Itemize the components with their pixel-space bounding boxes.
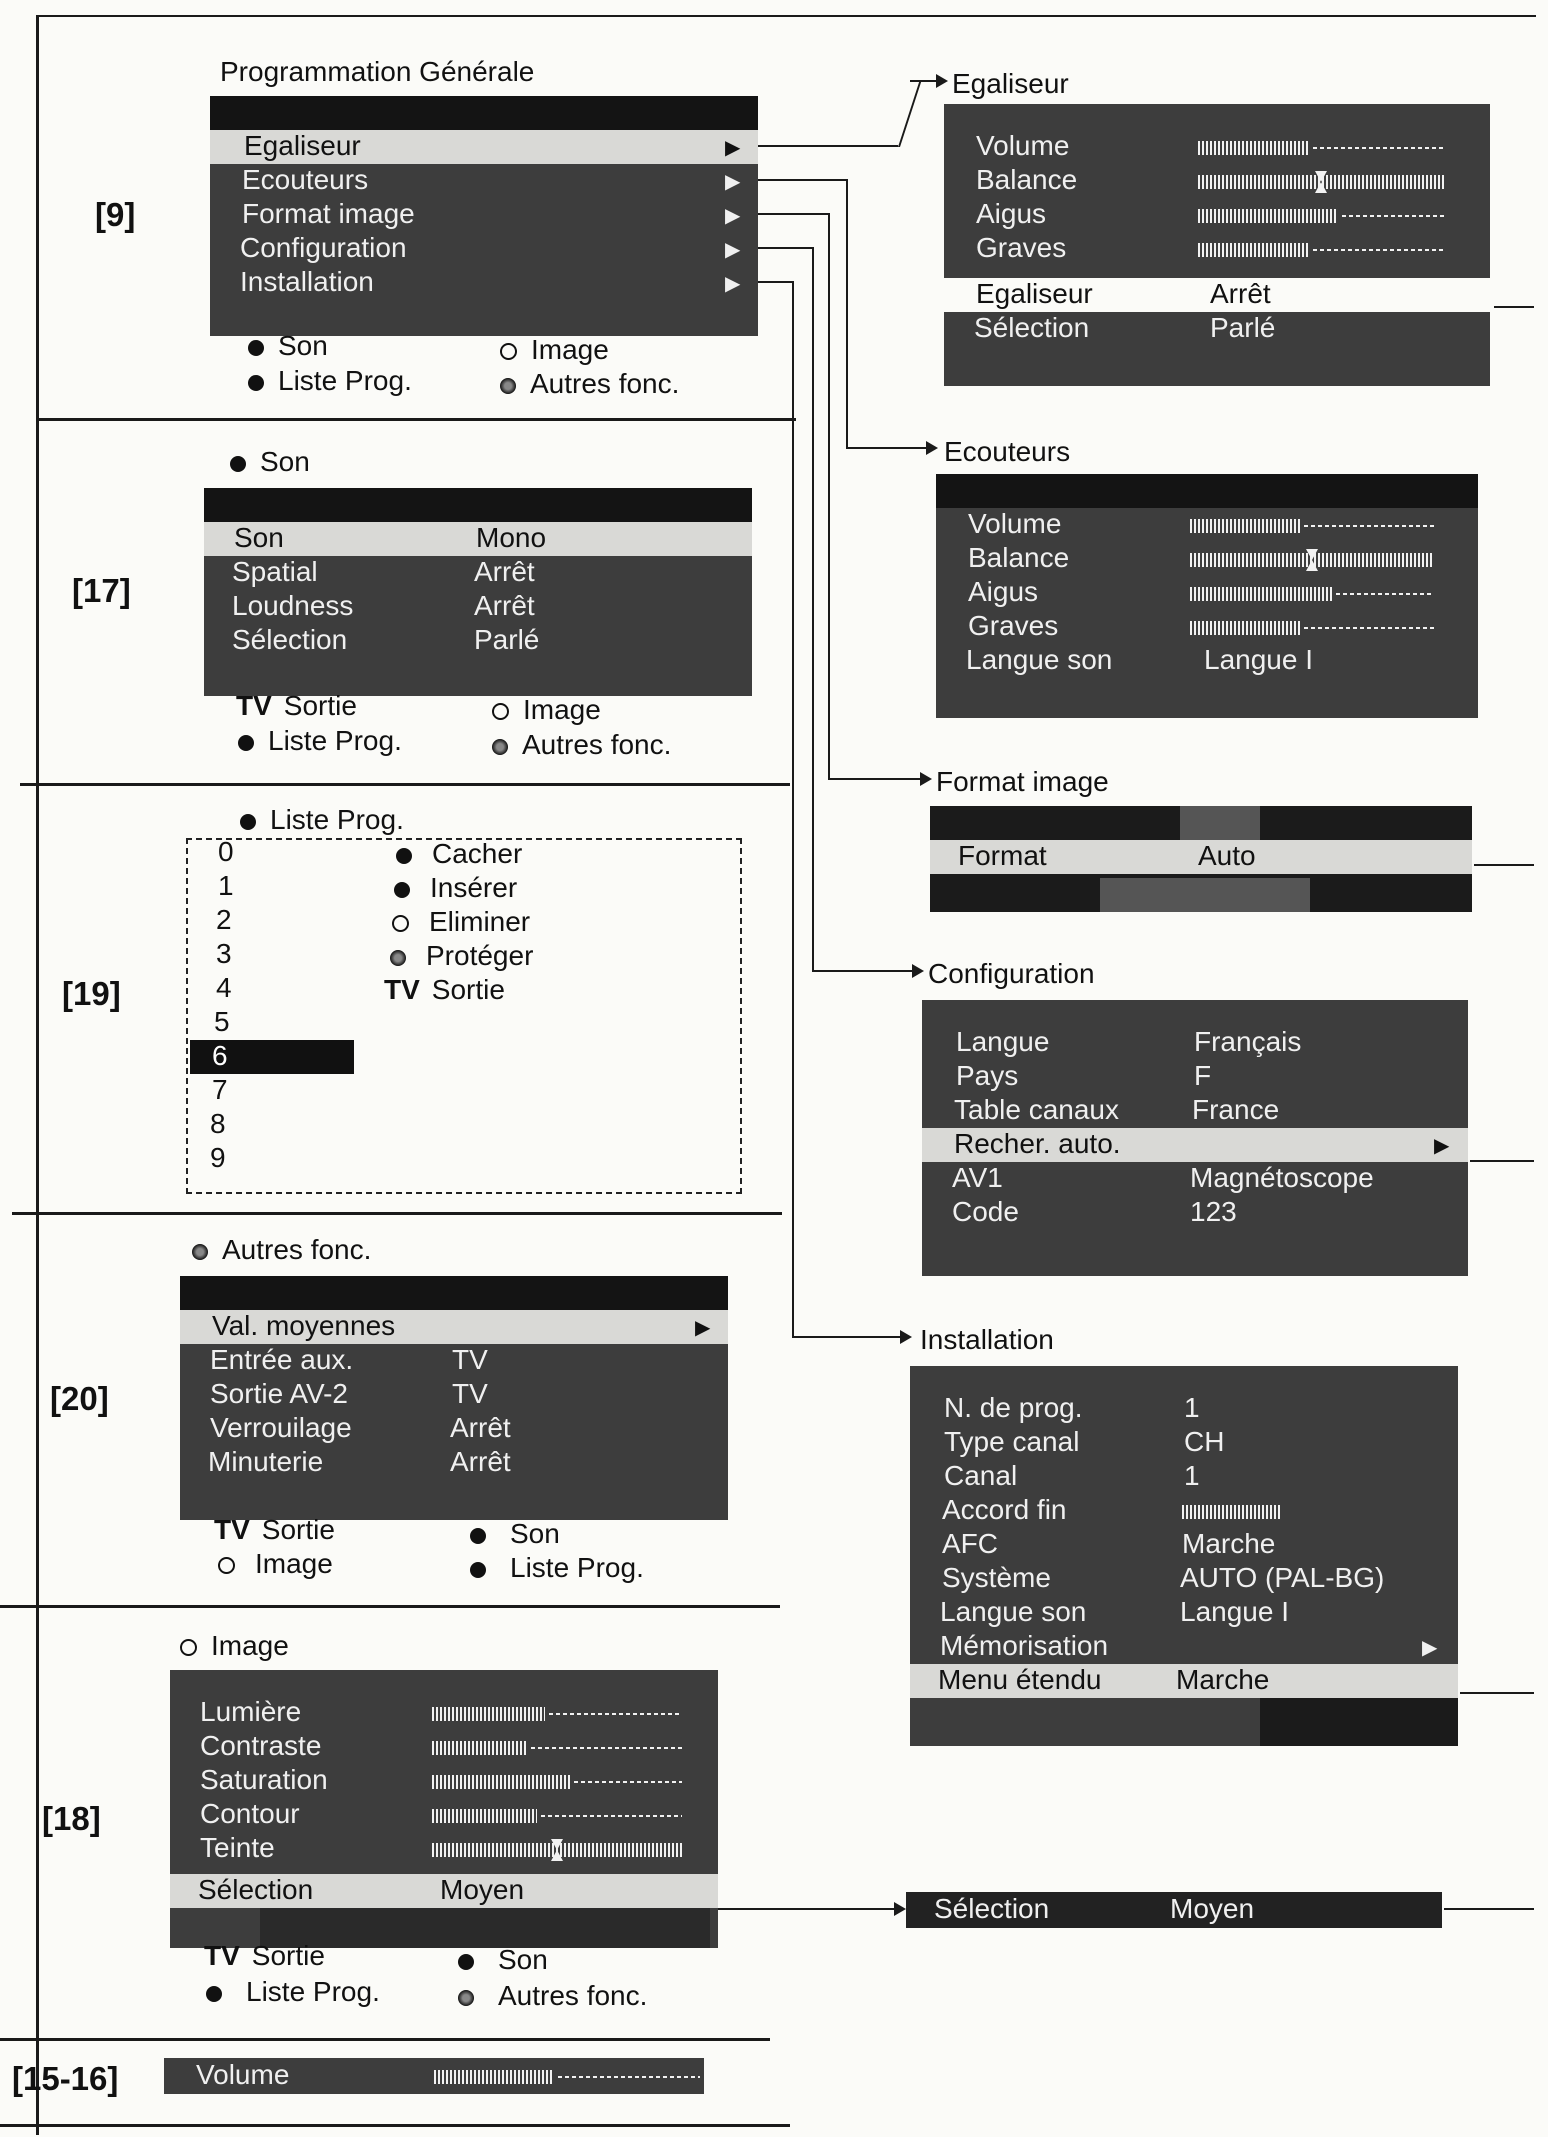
son-row[interactable]: Spatial Arrêt bbox=[232, 556, 535, 587]
install-row[interactable]: Canal 1 bbox=[944, 1460, 1200, 1491]
slider-fill bbox=[1198, 141, 1309, 155]
filled-dot-icon bbox=[470, 1528, 486, 1544]
menu-item-label: Format image bbox=[242, 198, 415, 229]
slider-row[interactable]: Graves bbox=[944, 232, 1490, 266]
egaliseur-title: Egaliseur bbox=[952, 68, 1069, 99]
filled-dot-icon bbox=[396, 848, 412, 864]
prog-number[interactable]: 4 bbox=[216, 972, 232, 1003]
filled-dot-icon bbox=[238, 735, 254, 751]
prog-number[interactable]: 3 bbox=[216, 938, 232, 969]
menu-item-egaliseur[interactable] bbox=[210, 130, 758, 164]
install-row[interactable]: Type canal CH bbox=[944, 1426, 1225, 1457]
level-slider[interactable] bbox=[432, 1741, 682, 1755]
menu-item-label: Egaliseur bbox=[244, 130, 361, 161]
balance-slider[interactable] bbox=[1198, 175, 1444, 189]
chevron-right-icon: ▶ bbox=[725, 273, 741, 295]
action-cacher[interactable]: Cacher bbox=[396, 838, 522, 870]
slider-fill bbox=[434, 2070, 554, 2084]
legend-son: Son bbox=[470, 1518, 560, 1550]
frame-top-line bbox=[36, 15, 1536, 17]
ecouteurs-langue-row[interactable]: Langue son Langue I bbox=[966, 644, 1313, 675]
menu-item-ecouteurs[interactable] bbox=[210, 164, 758, 198]
panel-header-bar bbox=[180, 1276, 728, 1310]
tag-17: [17] bbox=[72, 572, 131, 609]
menu-item-installation[interactable] bbox=[210, 266, 758, 300]
format-row[interactable]: Format Auto bbox=[930, 840, 1472, 874]
balance-slider[interactable] bbox=[432, 1843, 682, 1857]
frame-left-line bbox=[36, 15, 39, 2135]
ring-icon bbox=[218, 1557, 235, 1574]
egaliseur-selection-row[interactable]: Sélection Parlé bbox=[974, 312, 1276, 343]
son-panel bbox=[204, 488, 752, 696]
legend-sortie: TV Sortie bbox=[236, 690, 357, 721]
ring-icon bbox=[392, 915, 409, 932]
format-panel bbox=[930, 806, 1472, 912]
legend-autres: Autres fonc. bbox=[458, 1980, 647, 2012]
slider-row[interactable]: Contraste bbox=[170, 1730, 718, 1764]
filled-dot-icon bbox=[248, 340, 264, 356]
image-title: Image bbox=[180, 1630, 289, 1662]
filled-dot-icon bbox=[206, 1986, 222, 2002]
selection-output-bar bbox=[906, 1892, 1442, 1928]
install-row-accord-fin[interactable]: Accord fin bbox=[910, 1494, 1458, 1528]
volume-row[interactable]: Volume bbox=[164, 2059, 704, 2093]
action-proteger[interactable]: Protéger bbox=[390, 940, 533, 972]
slider-fill bbox=[1182, 1505, 1281, 1519]
autres-row[interactable]: Entrée aux. TV bbox=[210, 1344, 488, 1375]
installation-title: Installation bbox=[920, 1324, 1054, 1355]
autres-row[interactable]: Sortie AV-2 TV bbox=[210, 1378, 488, 1409]
balance-slider[interactable] bbox=[1190, 553, 1434, 567]
autres-row[interactable]: Verrouilage Arrêt bbox=[210, 1412, 511, 1443]
tag-18: [18] bbox=[42, 1800, 101, 1837]
slider-row[interactable]: Balance bbox=[944, 164, 1490, 198]
panel-header-bar bbox=[936, 474, 1478, 508]
format-panel-center bbox=[1180, 806, 1260, 840]
slider-track bbox=[1304, 627, 1434, 629]
filled-dot-icon bbox=[248, 375, 264, 391]
level-slider[interactable] bbox=[1198, 209, 1444, 223]
ecouteurs-panel bbox=[936, 474, 1478, 718]
egaliseur-panel bbox=[944, 104, 1490, 386]
mixed-dot-icon bbox=[458, 1990, 474, 2006]
slider-row[interactable]: Aigus bbox=[944, 198, 1490, 232]
install-row[interactable]: Système AUTO (PAL-BG) bbox=[942, 1562, 1385, 1593]
panel-footer-bar bbox=[260, 1908, 710, 1948]
level-slider[interactable] bbox=[1190, 587, 1434, 601]
autres-title: Autres fonc. bbox=[192, 1234, 371, 1266]
slider-row[interactable]: Volume bbox=[944, 130, 1490, 164]
legend-liste: Liste Prog. bbox=[470, 1552, 644, 1584]
slider-row[interactable]: Saturation bbox=[170, 1764, 718, 1798]
menu-item-label: Installation bbox=[240, 266, 374, 297]
mixed-dot-icon bbox=[492, 739, 508, 755]
config-row[interactable]: Code 123 bbox=[952, 1196, 1237, 1227]
prog-number-selected[interactable]: 6 bbox=[212, 1040, 228, 1071]
mixed-dot-icon bbox=[500, 378, 516, 394]
slider-fill bbox=[432, 1775, 570, 1789]
prog-number[interactable]: 7 bbox=[212, 1074, 228, 1105]
panel-header-bar bbox=[210, 96, 758, 130]
son-title: Son bbox=[230, 446, 310, 478]
legend-liste: Liste Prog. bbox=[248, 365, 412, 397]
filled-dot-icon bbox=[470, 1562, 486, 1578]
divider-3 bbox=[12, 1212, 782, 1215]
slider-fill bbox=[1198, 209, 1338, 223]
legend-son: Son bbox=[458, 1944, 548, 1976]
slider-row[interactable]: Contour bbox=[170, 1798, 718, 1832]
slider-track bbox=[549, 1713, 683, 1715]
install-row[interactable]: N. de prog. 1 bbox=[944, 1392, 1200, 1423]
legend-sortie: TV Sortie bbox=[214, 1514, 335, 1545]
chevron-right-icon: ▶ bbox=[725, 137, 741, 159]
slider-track bbox=[1304, 525, 1434, 527]
install-row[interactable]: AFC Marche bbox=[942, 1528, 1276, 1559]
ecouteurs-title: Ecouteurs bbox=[944, 436, 1071, 467]
install-row-memorisation[interactable]: Mémorisation ▶ bbox=[940, 1630, 1438, 1661]
legend-image: Image bbox=[500, 334, 609, 366]
filled-dot-icon bbox=[394, 882, 410, 898]
divider-2 bbox=[20, 783, 790, 786]
prog-generale-title: Programmation Générale bbox=[220, 56, 535, 87]
tag-9: [9] bbox=[95, 196, 136, 233]
level-slider[interactable] bbox=[1190, 519, 1434, 533]
action-eliminer[interactable]: Eliminer bbox=[392, 906, 530, 938]
slider-track bbox=[1336, 593, 1434, 595]
image-panel bbox=[170, 1670, 718, 1948]
slider-row[interactable]: Teinte bbox=[170, 1832, 718, 1866]
action-inserer[interactable]: Insérer bbox=[394, 872, 517, 904]
volume-slider[interactable] bbox=[434, 2070, 700, 2084]
chevron-right-icon: ▶ bbox=[725, 205, 741, 227]
menu-item-label: Ecouteurs bbox=[242, 164, 369, 195]
legend-liste: Liste Prog. bbox=[206, 1976, 380, 2008]
level-slider[interactable] bbox=[432, 1809, 682, 1823]
filled-dot-icon bbox=[458, 1954, 474, 1970]
configuration-panel bbox=[922, 1000, 1468, 1276]
level-slider[interactable] bbox=[1198, 243, 1444, 257]
level-slider[interactable] bbox=[1198, 141, 1444, 155]
chevron-right-icon: ▶ bbox=[695, 1317, 711, 1339]
ring-icon bbox=[500, 343, 517, 360]
slider-track bbox=[1342, 215, 1444, 217]
volume-bar bbox=[164, 2058, 704, 2094]
menu-item-configuration[interactable] bbox=[210, 232, 758, 266]
menu-item-format-image[interactable] bbox=[210, 198, 758, 232]
legend-autres: Autres fonc. bbox=[500, 368, 679, 400]
chevron-right-icon: ▶ bbox=[725, 171, 741, 193]
level-slider[interactable] bbox=[432, 1707, 682, 1721]
prog-number[interactable]: 2 bbox=[216, 904, 232, 935]
config-row[interactable]: Table canaux France bbox=[954, 1094, 1280, 1125]
prog-number[interactable]: 8 bbox=[210, 1108, 226, 1139]
divider-6 bbox=[0, 2124, 790, 2127]
legend-son: Son bbox=[248, 330, 328, 362]
slider-fill bbox=[1198, 243, 1309, 257]
slider-fill bbox=[432, 1809, 537, 1823]
legend-liste: Liste Prog. bbox=[238, 725, 402, 757]
slider-track bbox=[558, 2076, 700, 2078]
autres-panel bbox=[180, 1276, 728, 1520]
format-title: Format image bbox=[936, 766, 1109, 797]
level-slider[interactable] bbox=[1190, 621, 1434, 635]
autres-row-val-moyennes[interactable]: Val. moyennes ▶ bbox=[180, 1310, 728, 1344]
son-row[interactable]: Son Mono bbox=[204, 522, 752, 556]
legend-image: Image bbox=[492, 694, 601, 726]
image-selection-row[interactable]: Sélection Moyen bbox=[170, 1874, 718, 1908]
slider-track bbox=[531, 1747, 682, 1749]
action-sortie[interactable]: TV Sortie bbox=[384, 974, 505, 1005]
install-row[interactable]: Langue son Langue I bbox=[940, 1596, 1289, 1627]
ring-icon bbox=[492, 703, 509, 720]
divider-4 bbox=[0, 1605, 780, 1608]
autres-row[interactable]: Minuterie Arrêt bbox=[208, 1446, 511, 1477]
chevron-right-icon: ▶ bbox=[1422, 1637, 1438, 1659]
tag-15-16: [15-16] bbox=[12, 2060, 119, 2097]
slider-row[interactable]: Lumière bbox=[170, 1696, 718, 1730]
tag-19: [19] bbox=[62, 975, 121, 1012]
chevron-right-icon: ▶ bbox=[1434, 1135, 1450, 1157]
slider-track bbox=[541, 1815, 682, 1817]
prog-number[interactable]: 1 bbox=[218, 870, 234, 901]
selection-output-row[interactable]: Sélection Moyen bbox=[934, 1893, 1255, 1924]
legend-autres: Autres fonc. bbox=[492, 729, 671, 761]
slider-fill bbox=[432, 1741, 527, 1755]
son-row[interactable]: Sélection Parlé bbox=[232, 624, 540, 655]
slider-track bbox=[1313, 147, 1444, 149]
divider-1 bbox=[36, 418, 796, 421]
slider-row[interactable]: Volume bbox=[936, 508, 1478, 542]
divider-5 bbox=[0, 2038, 770, 2041]
config-row[interactable]: AV1 Magnétoscope bbox=[952, 1162, 1374, 1193]
legend-sortie: TV Sortie bbox=[204, 1940, 325, 1971]
accord-fin-slider[interactable] bbox=[1182, 1505, 1362, 1519]
slider-fill bbox=[432, 1707, 545, 1721]
filled-dot-icon bbox=[240, 814, 256, 830]
ring-icon bbox=[180, 1639, 197, 1656]
slider-track bbox=[574, 1781, 683, 1783]
panel-header-bar bbox=[204, 488, 752, 522]
format-panel-center bbox=[1100, 878, 1310, 912]
mixed-dot-icon bbox=[192, 1244, 208, 1260]
prog-number[interactable]: 9 bbox=[210, 1142, 226, 1173]
panel-footer-bar bbox=[1260, 1698, 1458, 1746]
slider-fill bbox=[1190, 519, 1300, 533]
tag-20: [20] bbox=[50, 1380, 109, 1417]
menu-item-label: Configuration bbox=[240, 232, 407, 263]
egaliseur-onoff-row[interactable]: Egaliseur Arrêt bbox=[944, 278, 1490, 312]
filled-dot-icon bbox=[230, 456, 246, 472]
installation-panel bbox=[910, 1366, 1458, 1746]
prog-number[interactable]: 0 bbox=[218, 836, 234, 867]
chevron-right-icon: ▶ bbox=[725, 239, 741, 261]
install-row-menu-etendu[interactable]: Menu étendu Marche bbox=[910, 1664, 1458, 1698]
legend-image: Image bbox=[218, 1548, 333, 1580]
slider-fill bbox=[1190, 587, 1332, 601]
slider-track bbox=[1313, 249, 1444, 251]
slider-row[interactable]: Aigus bbox=[936, 576, 1478, 610]
son-row[interactable]: Loudness Arrêt bbox=[232, 590, 535, 621]
mixed-dot-icon bbox=[390, 950, 406, 966]
configuration-title: Configuration bbox=[928, 958, 1095, 989]
config-row-recher-auto[interactable]: Recher. auto. ▶ bbox=[922, 1128, 1468, 1162]
prog-generale-panel bbox=[210, 96, 758, 336]
slider-fill bbox=[1190, 621, 1300, 635]
config-row[interactable]: Langue Français bbox=[956, 1026, 1302, 1057]
liste-title: Liste Prog. bbox=[240, 804, 404, 836]
config-row[interactable]: Pays F bbox=[956, 1060, 1212, 1091]
slider-row[interactable]: Graves bbox=[936, 610, 1478, 644]
slider-row[interactable]: Balance bbox=[936, 542, 1478, 576]
level-slider[interactable] bbox=[432, 1775, 682, 1789]
prog-number[interactable]: 5 bbox=[214, 1006, 230, 1037]
